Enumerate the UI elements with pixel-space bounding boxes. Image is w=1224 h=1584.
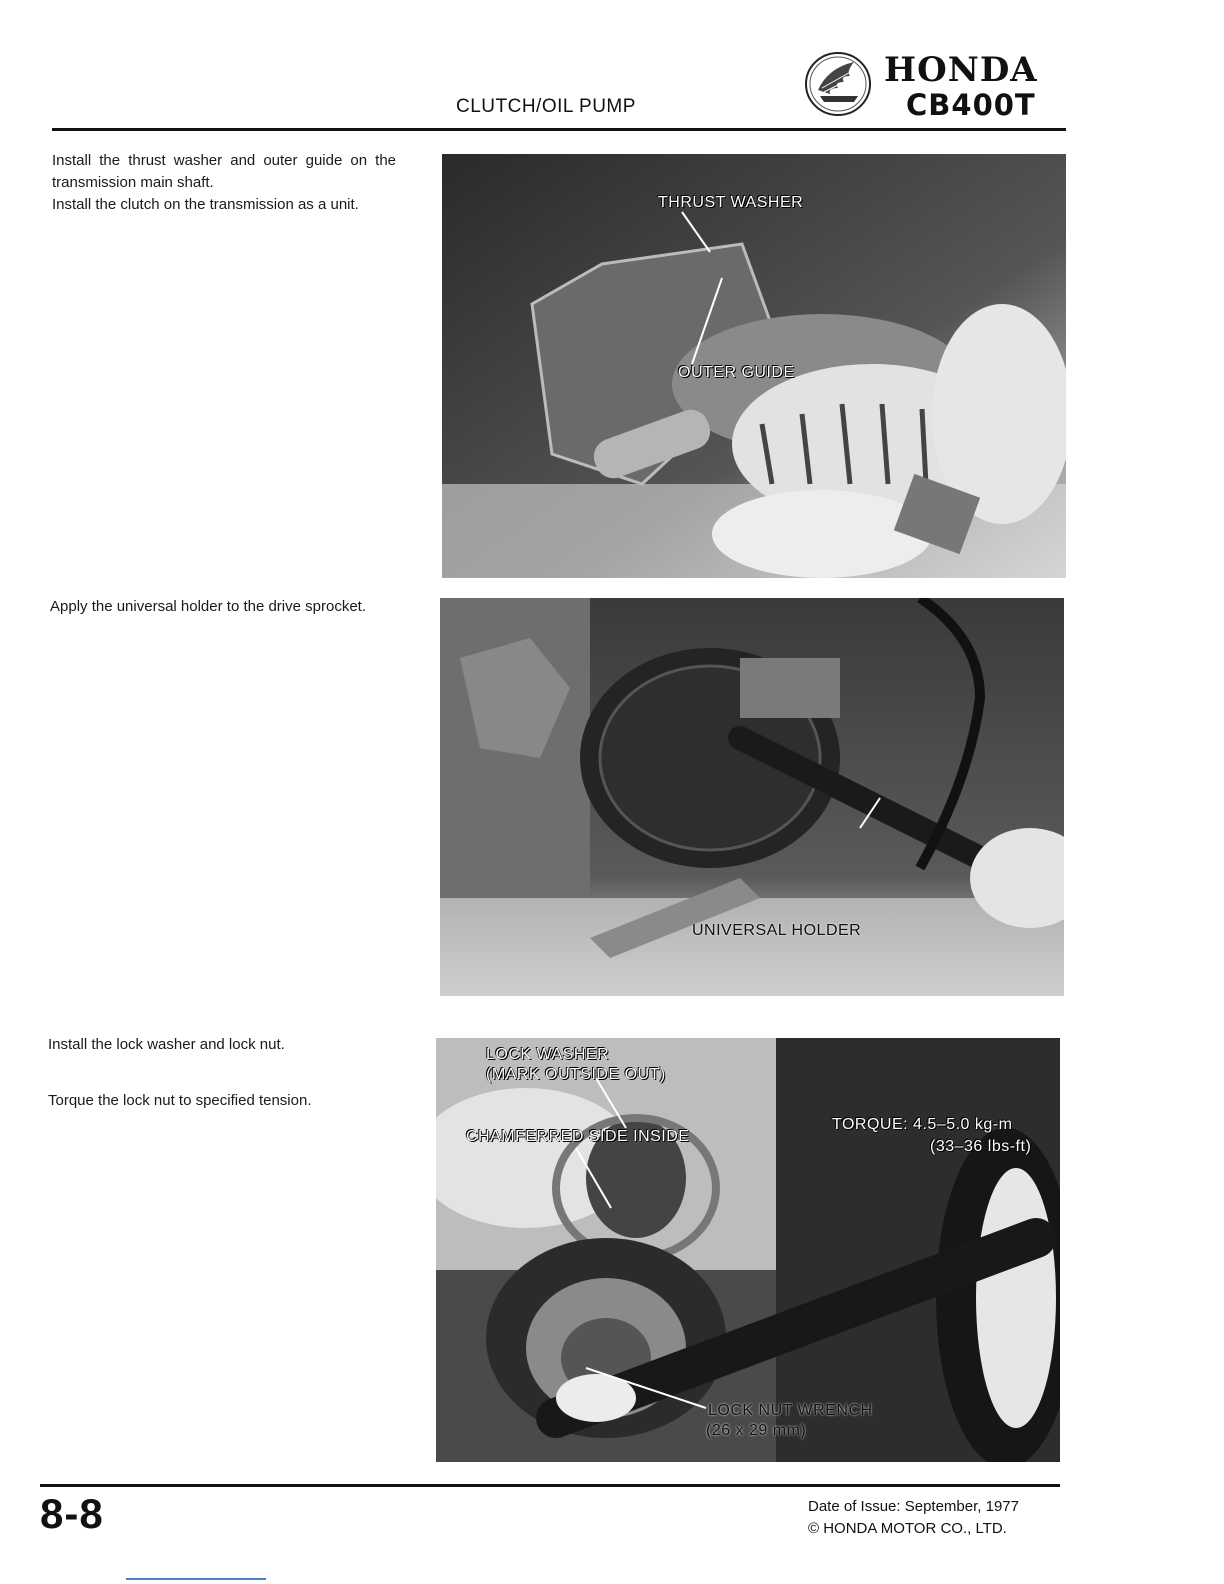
universal-holder-label: UNIVERSAL HOLDER [692,922,862,939]
header-rule [52,128,1066,131]
honda-wing-emblem-icon [804,50,872,118]
step-1-paragraph-1: Install the thrust washer and outer guide on the transmission main shaft. [52,152,396,191]
step-2-paragraph-1: Apply the universal holder to the drive sprocket. [50,598,367,615]
outer-guide-label: OUTER GUIDE [678,364,795,381]
lock-washer-label: LOCK WASHER [486,1046,610,1063]
copyright: © HONDA MOTOR CO., LTD. [808,1520,1007,1537]
date-of-issue: Date of Issue: September, 1977 [808,1498,1019,1515]
torque-imperial-label: (33–36 lbs-ft) [930,1138,1032,1155]
footer-link-underline [126,1578,266,1580]
page-number: 8-8 [40,1490,104,1537]
footer-info [808,1496,1019,1540]
footer-rule [40,1484,1060,1487]
lock-nut-wrench-label: LOCK NUT WRENCH [708,1402,873,1419]
clutch-install-photo [442,154,1066,578]
mark-outside-label: (MARK OUTSIDE OUT) [486,1066,666,1083]
torque-label: TORQUE: 4.5–5.0 kg-m [832,1116,1013,1133]
step-1-paragraph-2: Install the clutch on the transmission as a unit. [52,196,359,213]
thrust-washer-label: THRUST WASHER [658,194,804,211]
universal-holder-photo [440,598,1064,996]
step-3-paragraph-1: Install the lock washer and lock nut. [48,1036,285,1053]
step-1-text [52,150,396,216]
model-name: CB400T [906,88,1036,122]
brand-name: HONDA [884,50,1038,90]
wrench-size-label: (26 x 29 mm) [706,1422,807,1439]
step-3-text [48,1034,392,1112]
chamfered-side-label: CHAMFERRED SIDE INSIDE [466,1128,690,1145]
lock-nut-photo [436,1038,1060,1462]
section-title: CLUTCH/OIL PUMP [456,96,636,117]
step-2-text [50,596,394,618]
step-3-paragraph-2: Torque the lock nut to specified tension. [48,1092,312,1109]
